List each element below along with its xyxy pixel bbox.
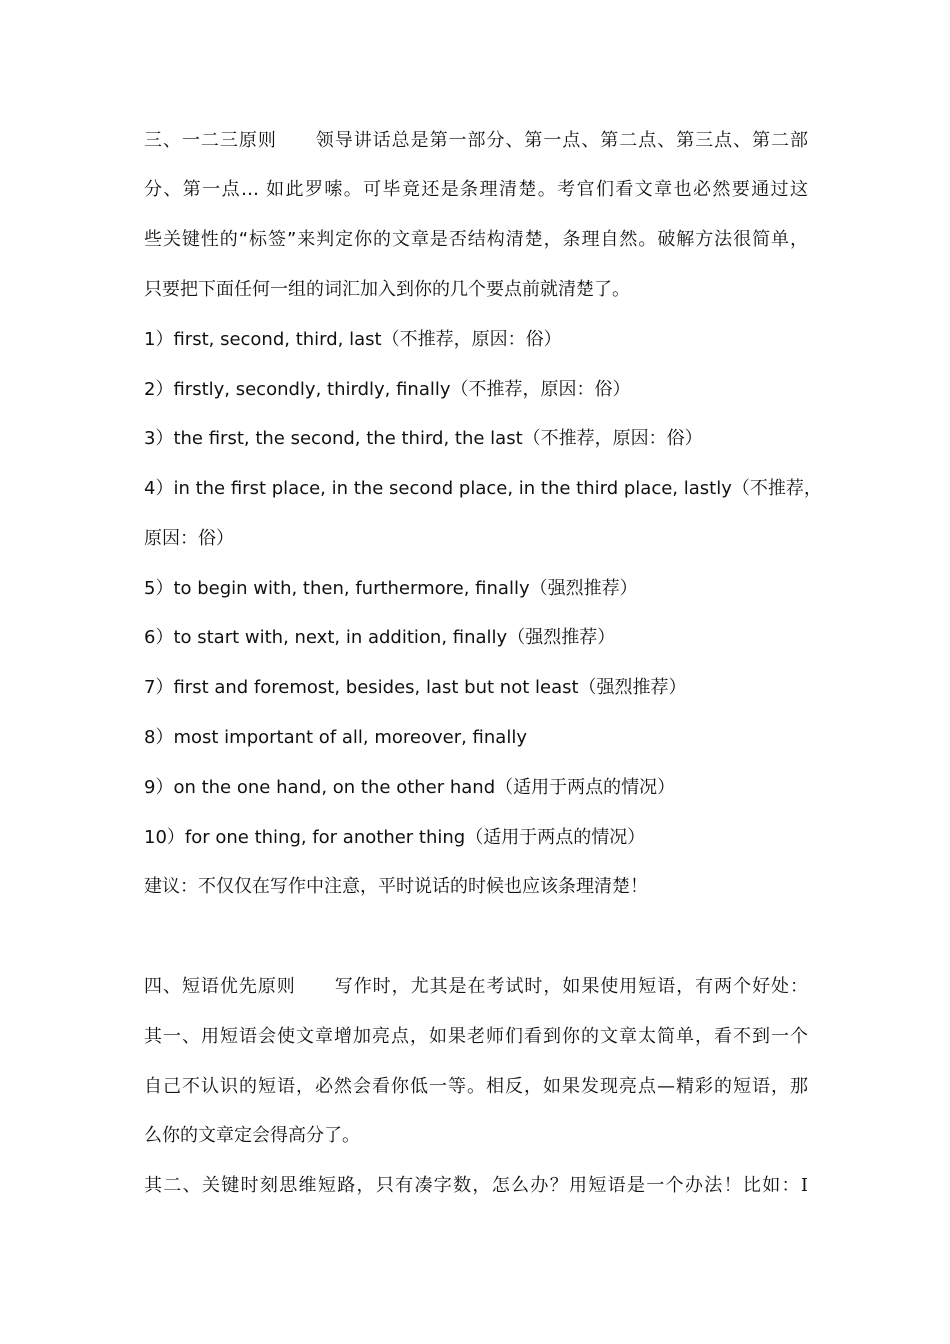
list-item-9: 9）on the one hand, on the other hand（适用于两点的情况） — [144, 777, 676, 798]
section4-heading: 四、短语优先原则 — [144, 976, 296, 997]
list-item-3: 3）the first, the second, the third, the last（不推荐，原因：俗） — [144, 428, 703, 449]
list-item-7: 7）first and foremost, besides, last but not least（强烈推荐） — [144, 677, 687, 698]
section4-line-3: 自己不认识的短语，必然会看你低一等。相反，如果发现亮点—精彩的短语，那 — [144, 1076, 808, 1097]
list-item-5: 5）to begin with, then, furthermore, finally（强烈推荐） — [144, 578, 638, 599]
section4-line-2: 其一、用短语会使文章增加亮点，如果老师们看到你的文章太简单，看不到一个 — [144, 1026, 808, 1047]
list-item-10: 10）for one thing, for another thing（适用于两点的情况） — [144, 827, 646, 848]
section4-line-4: 么你的文章定会得高分了。 — [144, 1125, 360, 1146]
section4-line-5-tail: I — [800, 1175, 808, 1196]
section4-text: 写作时，尤其是在考试时，如果使用短语，有两个好处： — [333, 976, 809, 997]
list-item-2: 2）firstly, secondly, thirdly, finally（不推荐，原因：俗） — [144, 379, 631, 400]
section4-line-5-text: 其二、关键时刻思维短路，只有凑字数，怎么办？用短语是一个办法！比如： — [144, 1175, 801, 1196]
list-item-6: 6）to start with, next, in addition, finally（强烈推荐） — [144, 627, 616, 648]
list-item-8: 8）most important of all, moreover, finally — [144, 727, 527, 748]
section3-line-4: 只要把下面任何一组的词汇加入到你的几个要点前就清楚了。 — [144, 279, 630, 300]
section4-line-1 — [144, 974, 808, 1000]
section3-heading: 三、一二三原则 — [144, 130, 277, 151]
section3-line-2: 分、第一点… 如此罗嗦。可毕竟还是条理清楚。考官们看文章也必然要通过这 — [144, 179, 808, 200]
section3-line-3: 些关键性的“标签”来判定你的文章是否结构清楚，条理自然。破解方法很简单， — [144, 229, 808, 250]
list-item-4: 4）in the first place, in the second place, in the third place, lastly（不推荐， — [144, 478, 822, 499]
section4-line-5 — [144, 1173, 808, 1199]
section3-line-1 — [144, 128, 808, 154]
list-item-4-continued: 原因：俗） — [144, 528, 234, 549]
advice-text: 建议：不仅仅在写作中注意，平时说话的时候也应该条理清楚！ — [144, 876, 648, 897]
section3-text: 领导讲话总是第一部分、第一点、第二点、第三点、第二部 — [314, 130, 809, 151]
list-item-1: 1）first, second, third, last（不推荐，原因：俗） — [144, 329, 562, 350]
